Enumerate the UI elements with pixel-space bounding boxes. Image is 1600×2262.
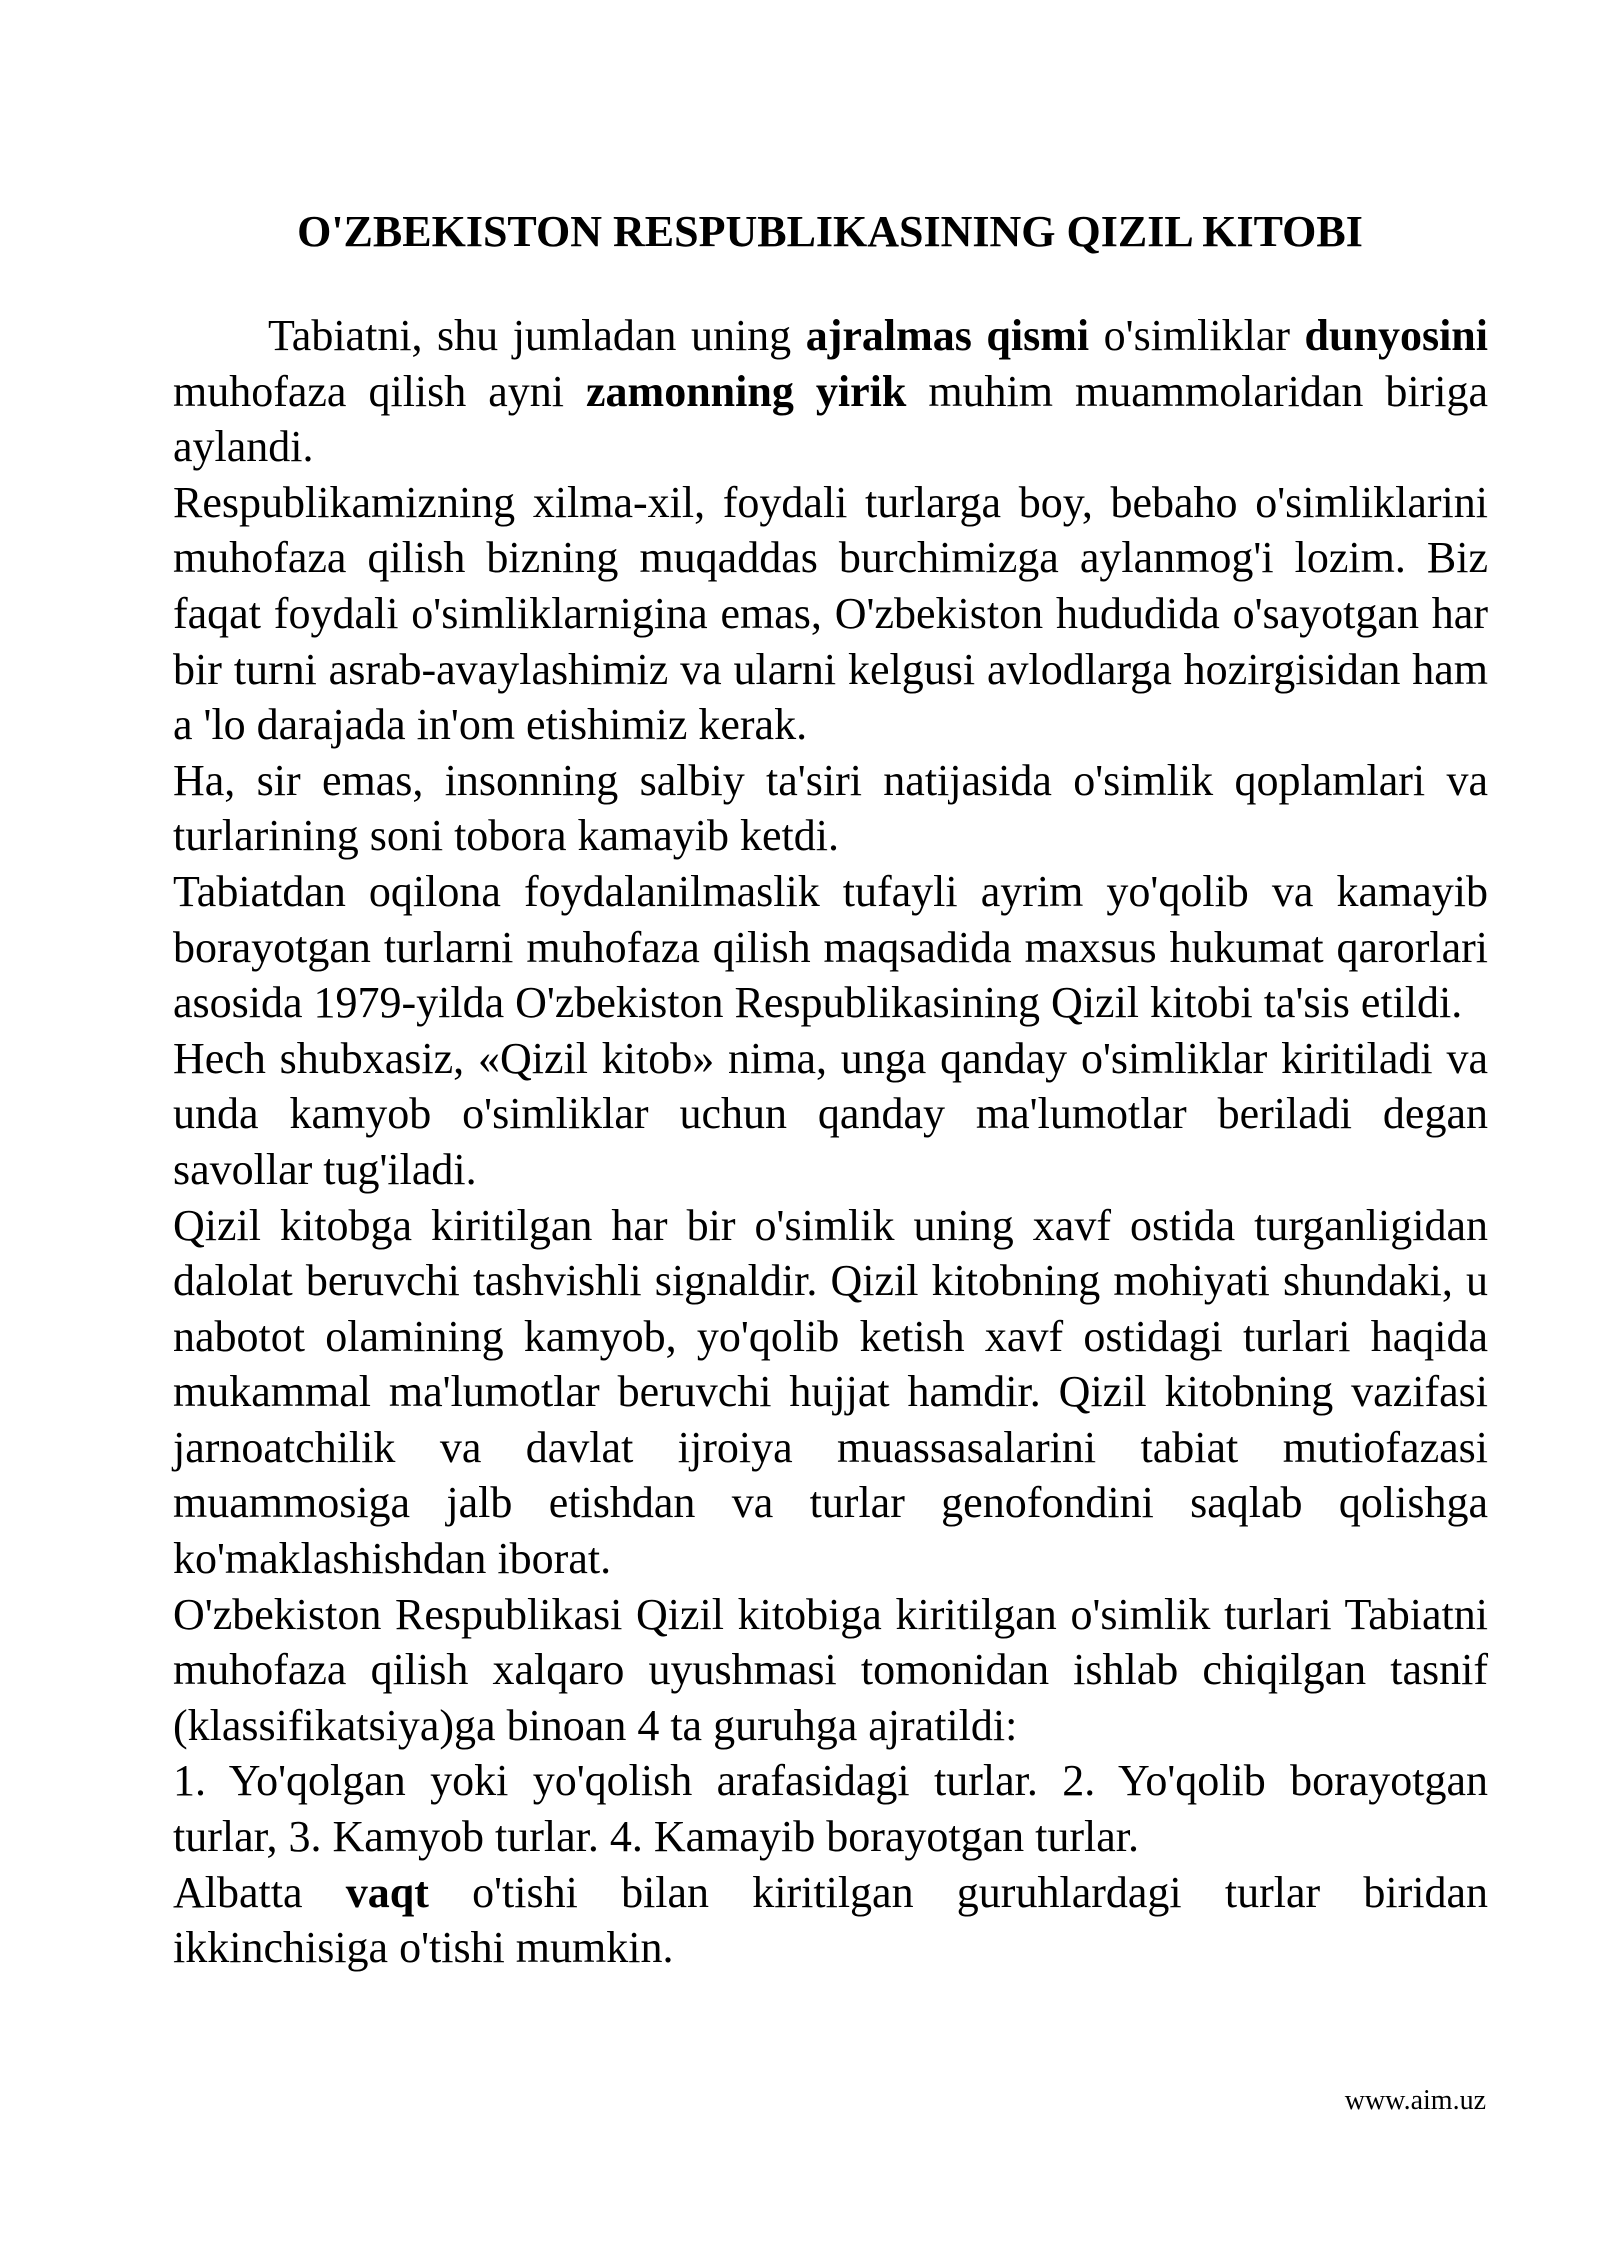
paragraph-9-text-1: Albatta xyxy=(173,1867,346,1917)
paragraph-3: Ha, sir emas, insonning salbiy ta'siri natijasida o'simlik qoplamlari va turlarining soni tobora kamayib ketdi. xyxy=(173,755,1488,861)
paragraph-9-bold-1: vaqt xyxy=(345,1867,429,1917)
paragraph-1 xyxy=(173,308,1488,475)
paragraph-8: 1. Yo'qolgan yoki yo'qolish arafasidagi turlar. 2. Yo'qolib borayotgan turlar, 3. Kamyob turlar. 4. Kamayib borayotgan turlar. xyxy=(173,1756,1488,1862)
paragraph-1-text-1: Tabiatni, shu jumladan uning xyxy=(268,311,806,360)
paragraph-7: O'zbekiston Respublikasi Qizil kitobiga kiritilgan o'simlik turlari Tabiatni muhofaza qilish xalqaro uyushmasi tomonidan ishlab chiqilgan tasnif (klassifikatsiya)ga binoan 4 ta guruhga ajratildi: xyxy=(173,1589,1488,1750)
paragraph-1-text-3: muhofaza qilish ayni xyxy=(173,366,587,416)
footer-url: www.aim.uz xyxy=(1344,2085,1486,2116)
paragraph-1-text-2: o'simliklar xyxy=(1089,311,1305,360)
paragraph-5: Hech shubxasiz, «Qizil kitob» nima, unga qanday o'simliklar kiritiladi va unda kamyob o'simliklar uchun qanday ma'lumotlar beriladi degan savollar tug'iladi. xyxy=(173,1033,1488,1194)
paragraph-9-text-2: o'tishi bilan kiritilgan guruhlardagi turlar biridan ikkinchisiga o'tishi mumkin. xyxy=(173,1867,1489,1973)
paragraph-9 xyxy=(173,1865,1488,1976)
page-title: O'ZBEKISTON RESPUBLIKASINING QIZIL KITOBI xyxy=(297,207,1363,256)
paragraph-1-bold-2: dunyosini xyxy=(1304,311,1488,360)
paragraph-6: Qizil kitobga kiritilgan har bir o'simlik uning xavf ostida turganligidan dalolat beruvchi tashvishli signaldir. Qizil kitobning mohiyati shundaki, u nabotot olamining kamyob, yo'qolib ketish xavf ostidagi turlari haqida mukammal ma'lumotlar beruvchi hujjat hamdir. Qizil kitobning vazifasi jarnoatchilik va davlat ijroiya muassasalarini tabiat mutiofazasi muammosiga jalb etishdan va turlar genofondini saqlab qolishga ko'maklashishdan iborat. xyxy=(173,1200,1488,1584)
paragraph-1-bold-1: ajralmas qismi xyxy=(805,311,1090,360)
document-body xyxy=(173,308,1488,1976)
paragraph-1-bold-3: zamonning yirik xyxy=(586,366,907,416)
paragraph-2: Respublikamizning xilma-xil, foydali turlarga boy, bebaho o'simliklarini muhofaza qilish bizning muqaddas burchimizga aylanmog'i lozim. Biz faqat foydali o'simliklarnigina emas, O'zbekiston hududida o'sayotgan har bir turni asrab-avaylashimiz va ularni kelgusi avlodlarga hozirgisidan ham a 'lo darajada in'om etishimiz kerak. xyxy=(173,477,1488,750)
paragraph-4: Tabiatdan oqilona foydalanilmaslik tufayli ayrim yo'qolib va kamayib borayotgan turlarni muhofaza qilish maqsadida maxsus hukumat qarorlari asosida 1979-yilda O'zbekiston Respublikasining Qizil kitobi ta'sis etildi. xyxy=(173,866,1488,1028)
paragraph-1-text-4: muhim muammolaridan biriga aylandi. xyxy=(173,366,1488,472)
